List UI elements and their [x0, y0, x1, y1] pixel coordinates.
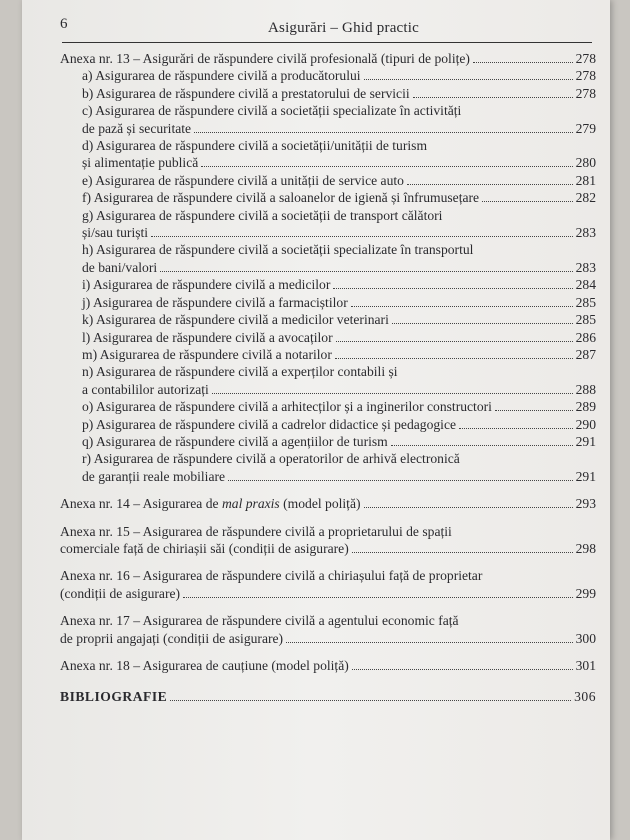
- leader-dots: [286, 642, 573, 643]
- toc-subentry: f) Asigurarea de răspundere civilă a saloanelor de igienă și înfrumusețare 282: [82, 190, 596, 206]
- running-title: Asigurări – Ghid practic: [268, 20, 420, 36]
- leader-dots: [333, 288, 572, 289]
- toc-subentry: e) Asigurarea de răspundere civilă a unității de service auto 281: [82, 172, 596, 188]
- leader-dots: [459, 428, 573, 429]
- toc-subentry: n) Asigurarea de răspundere civilă a experților contabili și a contabililor autorizați 288: [82, 364, 596, 397]
- toc-subentry: d) Asigurarea de răspundere civilă a societății/unității de turism și alimentație publică 280: [82, 138, 596, 171]
- leader-dots: [364, 79, 573, 80]
- toc-subentry: m) Asigurarea de răspundere civilă a notarilor 287: [82, 346, 596, 362]
- leader-dots: [407, 184, 573, 185]
- leader-dots: [473, 62, 573, 63]
- leader-dots: [336, 341, 573, 342]
- toc-subentry: q) Asigurarea de răspundere civilă a agențiilor de turism 291: [82, 433, 596, 449]
- toc-subentry: k) Asigurarea de răspundere civilă a medicilor veterinari 285: [82, 312, 596, 328]
- toc-entry-bibliography: BIBLIOGRAFIE 306: [60, 689, 596, 705]
- toc-subentry: h) Asigurarea de răspundere civilă a societății specializate în transportul de bani/valori 283: [82, 242, 596, 275]
- leader-dots: [228, 480, 573, 481]
- leader-dots: [335, 358, 573, 359]
- toc-subentry: l) Asigurarea de răspundere civilă a avocaților 286: [82, 329, 596, 345]
- toc-subentry: i) Asigurarea de răspundere civilă a medicilor 284: [82, 277, 596, 293]
- toc-subentry: g) Asigurarea de răspundere civilă a societății de transport călători și/sau turiști 283: [82, 207, 596, 241]
- leader-dots: [482, 201, 573, 202]
- toc-subentry: b) Asigurarea de răspundere civilă a prestatorului de servicii 278: [82, 85, 596, 101]
- toc-entry-annex-17: Anexa nr. 17 – Asigurarea de răspundere civilă a agentului economic față de proprii angajați (condiții de asigurare) 300: [60, 613, 596, 646]
- toc-subentry: c) Asigurarea de răspundere civilă a societății specializate în activități de pază și securitate 279: [82, 103, 596, 136]
- page-header: [60, 10, 590, 42]
- leader-dots: [391, 445, 573, 446]
- leader-dots: [183, 597, 573, 598]
- annex-13-subitems: [60, 67, 596, 485]
- leader-dots: [351, 306, 573, 307]
- toc-subentry: j) Asigurarea de răspundere civilă a farmaciștilor 285: [82, 294, 596, 310]
- leader-dots: [352, 552, 573, 553]
- toc-entry-annex-14: Anexa nr. 14 – Asigurarea de mal praxis (model poliță) 293: [60, 496, 596, 512]
- table-of-contents: [60, 50, 596, 706]
- toc-subentry: r) Asigurarea de răspundere civilă a operatorilor de arhivă electronică de garanții reale mobiliare 291: [82, 451, 596, 484]
- toc-subentry: a) Asigurarea de răspundere civilă a producătorului 278: [82, 68, 596, 84]
- page-number: 6: [60, 16, 68, 32]
- leader-dots: [413, 97, 573, 98]
- leader-dots: [151, 236, 573, 237]
- book-page: [22, 0, 610, 840]
- leader-dots: [170, 700, 571, 701]
- leader-dots: [392, 323, 573, 324]
- toc-entry-annex-18: Anexa nr. 18 – Asigurarea de cauțiune (model poliță) 301: [60, 658, 596, 673]
- toc-entry-annex-16: Anexa nr. 16 – Asigurarea de răspundere civilă a chiriașului față de proprietar (condiții de asigurare) 299: [60, 568, 596, 601]
- leader-dots: [194, 132, 573, 133]
- toc-subentry: p) Asigurarea de răspundere civilă a cadrelor didactice și pedagogice 290: [82, 416, 596, 432]
- leader-dots: [201, 166, 572, 167]
- toc-subentry: o) Asigurarea de răspundere civilă a arhitecților și a inginerilor constructori 289: [82, 399, 596, 415]
- leader-dots: [352, 669, 573, 670]
- toc-entry-annex-13: Anexa nr. 13 – Asigurări de răspundere civilă profesională (tipuri de polițe) 278: [60, 51, 596, 66]
- leader-dots: [160, 271, 572, 272]
- toc-entry-annex-15: Anexa nr. 15 – Asigurarea de răspundere civilă a proprietarului de spații comerciale față de chiriașii săi (condiții de asigurare) 298: [60, 523, 596, 556]
- leader-dots: [495, 410, 573, 411]
- leader-dots: [212, 393, 573, 394]
- leader-dots: [364, 507, 573, 508]
- header-rule: [62, 42, 592, 43]
